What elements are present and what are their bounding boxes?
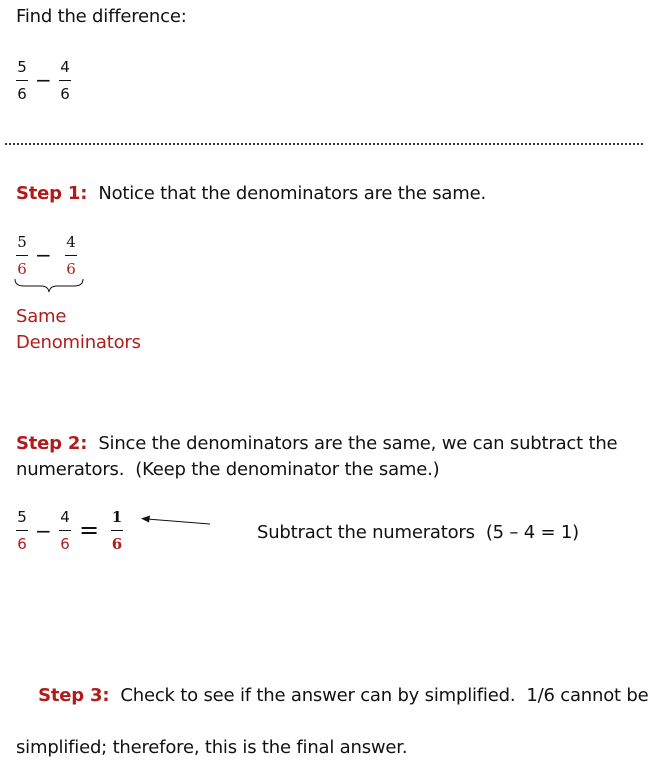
step1-label: Step 1: <box>16 183 88 204</box>
fraction-b <box>58 58 72 103</box>
curly-brace-icon <box>14 278 84 294</box>
minus-operator: − <box>35 243 52 267</box>
denominator: 6 <box>17 535 27 553</box>
fraction-b <box>58 508 72 553</box>
minus-operator: − <box>35 68 52 92</box>
fraction-bar <box>59 80 71 81</box>
fraction-a <box>15 233 29 278</box>
denominator: 6 <box>17 260 27 278</box>
fraction-bar <box>16 80 28 81</box>
denominator: 6 <box>60 535 70 553</box>
step2-annotation: Subtract the numerators (5 – 4 = 1) <box>257 522 580 543</box>
step2-paragraph <box>16 431 626 483</box>
fraction-a <box>15 508 29 553</box>
fraction-b <box>64 233 78 278</box>
step2-label: Step 2: <box>16 433 88 454</box>
fraction-bar <box>65 255 77 256</box>
brace-label-same: Same <box>16 306 67 327</box>
step1-line <box>16 183 486 204</box>
denominator: 6 <box>111 535 123 553</box>
step3-text-line1: Check to see if the answer can by simplified. 1/6 cannot be <box>120 685 649 706</box>
arrow-left-icon <box>138 512 212 528</box>
minus-operator: − <box>35 519 52 543</box>
step2-text-line2: numerators. (Keep the denominator the same.) <box>16 459 440 480</box>
equals-operator: = <box>79 516 100 544</box>
brace-label-denominators: Denominators <box>16 332 141 353</box>
step3-paragraph <box>16 657 649 761</box>
denominator: 6 <box>66 260 76 278</box>
numerator: 1 <box>111 508 123 526</box>
numerator: 5 <box>17 233 27 251</box>
fraction-bar <box>59 530 71 531</box>
numerator: 5 <box>17 58 27 76</box>
section-divider <box>5 143 643 145</box>
numerator: 4 <box>60 508 70 526</box>
denominator: 6 <box>17 85 27 103</box>
fraction-a <box>15 58 29 103</box>
fraction-bar <box>111 530 123 531</box>
problem-prompt: Find the difference: <box>16 6 187 27</box>
step2-text-line1: Since the denominators are the same, we can subtract the <box>98 433 618 454</box>
numerator: 4 <box>66 233 76 251</box>
denominator: 6 <box>60 85 70 103</box>
step3-text-line2: simplified; therefore, this is the final answer. <box>16 737 408 758</box>
numerator: 4 <box>60 58 70 76</box>
step1-text: Notice that the denominators are the same. <box>98 183 486 204</box>
step3-label: Step 3: <box>38 685 110 706</box>
numerator: 5 <box>17 508 27 526</box>
fraction-bar <box>16 530 28 531</box>
fraction-bar <box>16 255 28 256</box>
fraction-result <box>110 508 124 553</box>
